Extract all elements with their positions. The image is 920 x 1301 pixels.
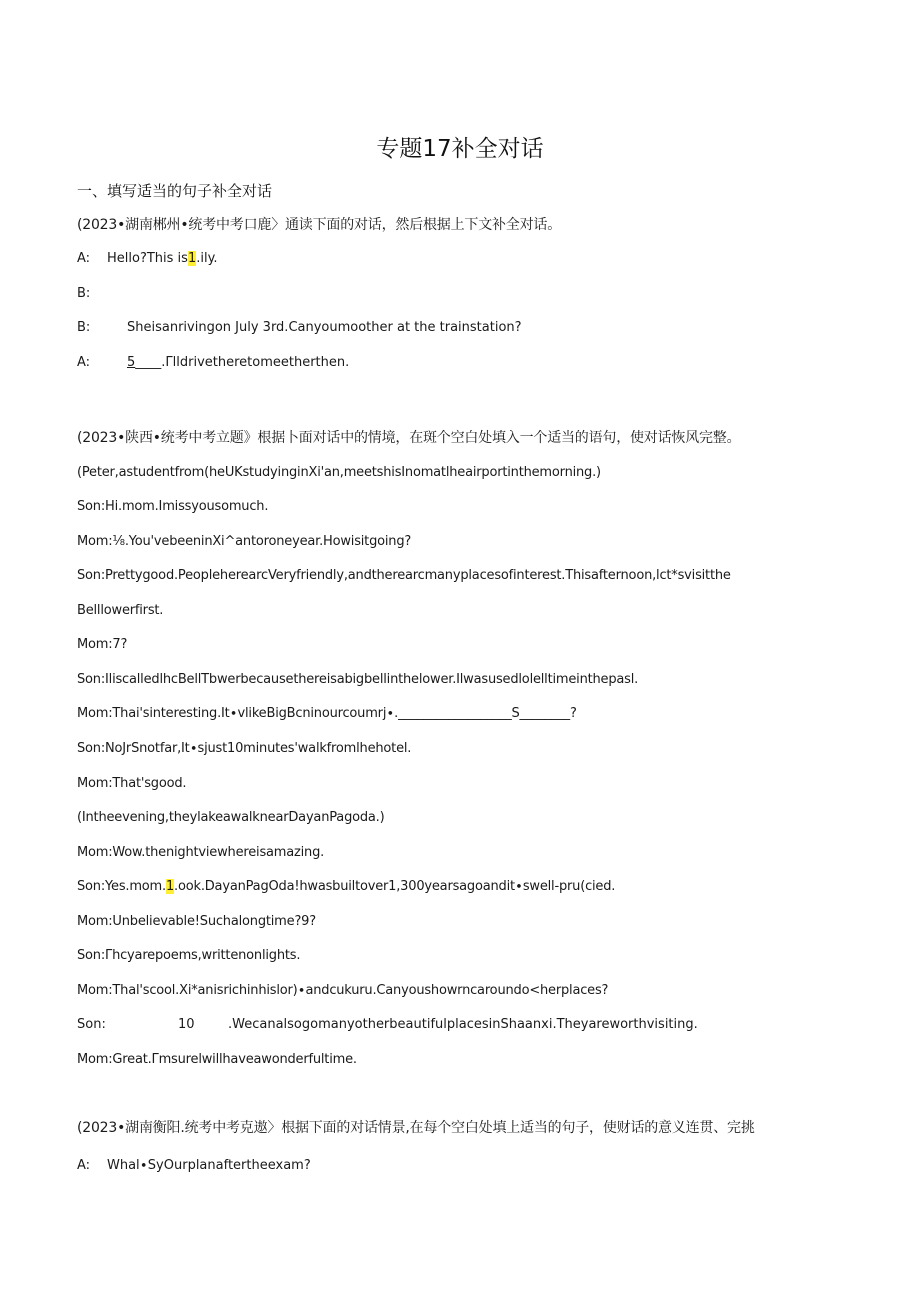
q2-line-11: Mom:Wow.thenightviewhereisamazing. bbox=[77, 845, 325, 860]
q1-source: (2023•湖南郴州•统考中考口鹿〉通读下面的对话，然后根据上下文补全对话。 bbox=[77, 217, 562, 233]
q3-a-speaker: A: bbox=[77, 1158, 91, 1173]
q2-line-17: Mom:Great.Γmsurelwillhaveawonderfultime. bbox=[77, 1052, 357, 1067]
q1-a2-line bbox=[127, 355, 349, 370]
q2-line-1: Son:Hi.mom.Imissyousomuch. bbox=[77, 499, 269, 514]
q2-line-9: Mom:That'sgood. bbox=[77, 776, 187, 791]
q1-b2-text: Sheisanrivingon July 3rd.Canyoumoother at the trainstation? bbox=[127, 320, 522, 335]
q3-source: (2023•湖南衡阳.统考中考克遨〉根据下面的对话情景,在每个空白处填上适当的句子，使财话的意义连贯、完挑 bbox=[77, 1120, 755, 1136]
q2-line-14: Son:Γhcyarepoems,writtenonlights. bbox=[77, 948, 301, 963]
q2-line-8: Son:NoJrSnotfar,It∙sjust10minutes'walkfromlhehotel. bbox=[77, 741, 412, 756]
q2-line-16-text: .WecanalsogomanyotherbeautifulplacesinShaanxi.Theyareworthvisiting. bbox=[228, 1017, 698, 1032]
q1-a1-line bbox=[107, 251, 218, 266]
q1-a1-pre: Hello?This is bbox=[107, 251, 188, 266]
q2-line-4: Belllowerfirst. bbox=[77, 603, 164, 618]
q2-source: (2023•陕西•统考中考立题》根据卜面对话中的情境，在斑个空白处填入一个适当的语句，使对话恢风完整。 bbox=[77, 430, 741, 446]
page-title: 专题17补全对话 bbox=[376, 136, 544, 162]
q1-a2-blank: ____ bbox=[135, 355, 162, 370]
q1-a2-blank-number: 5 bbox=[127, 355, 136, 370]
q1-a2-text: .Γlldrivetheretomeetherthen. bbox=[161, 355, 350, 370]
q2-line-13: Mom:Unbelievable!Suchalongtime?9? bbox=[77, 914, 316, 929]
q2-line-7: Mom:Thai'sinteresting.It∙vlikeBigBcninourcoumrj∙.__________________S________? bbox=[77, 706, 577, 721]
q1-b1-speaker: B: bbox=[77, 286, 91, 301]
q2-context: (Peter,astudentfrom(heUKstudyinginXi'an,meetshisInomatlheairportinthemorning.) bbox=[77, 465, 601, 480]
q2-line-6: Son:IliscalledlhcBellTbwerbecausethereisabigbellinthelower.Ilwasusedlolelltimeinthepasl. bbox=[77, 672, 639, 687]
section-heading: 一、填写适当的句子补全对话 bbox=[77, 182, 273, 200]
q2-line-16-speaker: Son: bbox=[77, 1017, 106, 1032]
q2-line-12-post: .ook.DayanPagOda!hwasbuiltover1,300yearsagoandit∙swell-pru(cied. bbox=[174, 879, 616, 894]
q2-line-15: Mom:Thal'scool.Xi*anisrichinhislor)∙andcukuru.Canyoushowrncaroundo<herplaces? bbox=[77, 983, 609, 998]
q2-line-12-blank-number: 1 bbox=[165, 879, 175, 894]
q2-line-16-blank-number: 10 bbox=[178, 1017, 195, 1032]
q2-line-12 bbox=[77, 879, 615, 894]
q2-line-12-pre: Son:Yes.mom. bbox=[77, 879, 166, 894]
q2-line-5: Mom:7? bbox=[77, 637, 128, 652]
q3-a-text: Whal∙SyOurplanaftertheexam? bbox=[107, 1158, 311, 1173]
q2-line-2: Mom:⅛.You'vebeeninXi^antoroneyear.Howisitgoing? bbox=[77, 534, 412, 549]
q1-a2-speaker: A: bbox=[77, 355, 91, 370]
q1-b2-speaker: B: bbox=[77, 320, 91, 335]
q1-a1-post: .ily. bbox=[196, 251, 218, 266]
q1-a1-blank-number: 1 bbox=[187, 251, 197, 266]
q1-a1-speaker: A: bbox=[77, 251, 91, 266]
q2-line-3: Son:Prettygood.PeopleherearcVeryfriendly,andtherearcmanyplacesofinterest.Thisafternoon,lct*svisitthe bbox=[77, 568, 731, 583]
q2-line-10: (Intheevening,theylakeawalknearDayanPagoda.) bbox=[77, 810, 385, 825]
